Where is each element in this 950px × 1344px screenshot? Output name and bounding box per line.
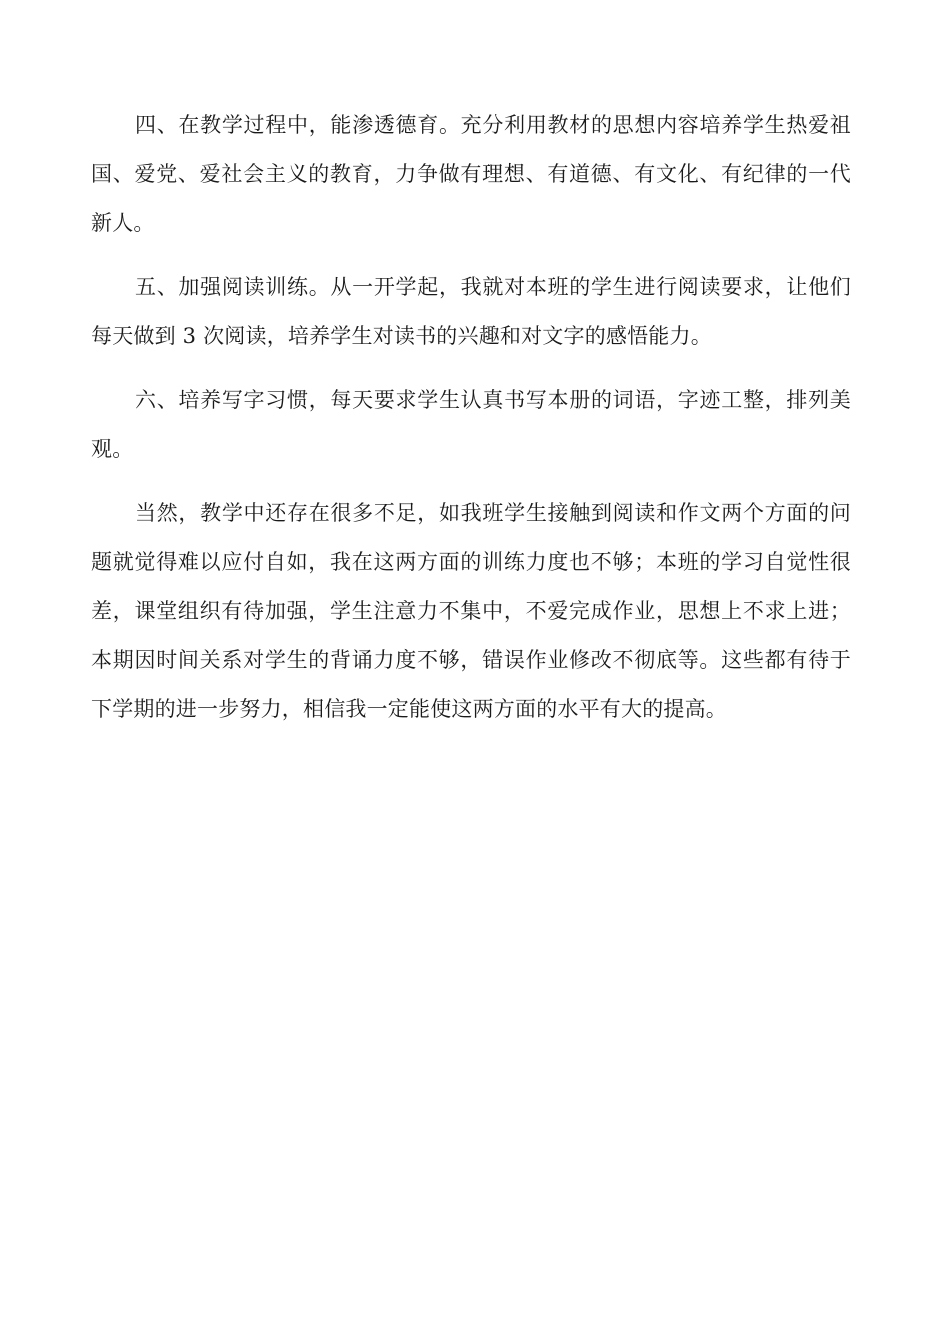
paragraph-shortcomings: 当然，教学中还存在很多不足，如我班学生接触到阅读和作文两个方面的问题就觉得难以应付自如，我在这两方面的训练力度也不够；本班的学习自觉性很差，课堂组织有待加强，学生注意力不集中，不爱完成作业，思想上不求上进；本期因时间关系对学生的背诵力度不够，错误作业修改不彻底等。这些都有待于下学期的进一步努力，相信我一定能使这两方面的水平有大的提高。 <box>91 501 851 721</box>
paragraph-writing-habits: 六、培养写字习惯，每天要求学生认真书写本册的词语，字迹工整，排列美观。 <box>91 388 851 461</box>
paragraph-reading-training: 五、加强阅读训练。从一开学起，我就对本班的学生进行阅读要求，让他们每天做到 3 次阅读，培养学生对读书的兴趣和对文字的感悟能力。 <box>91 275 851 348</box>
paragraph-moral-education: 四、在教学过程中，能渗透德育。充分利用教材的思想内容培养学生热爱祖国、爱党、爱社会主义的教育，力争做有理想、有道德、有文化、有纪律的一代新人。 <box>91 113 851 235</box>
document-body <box>91 101 851 749</box>
